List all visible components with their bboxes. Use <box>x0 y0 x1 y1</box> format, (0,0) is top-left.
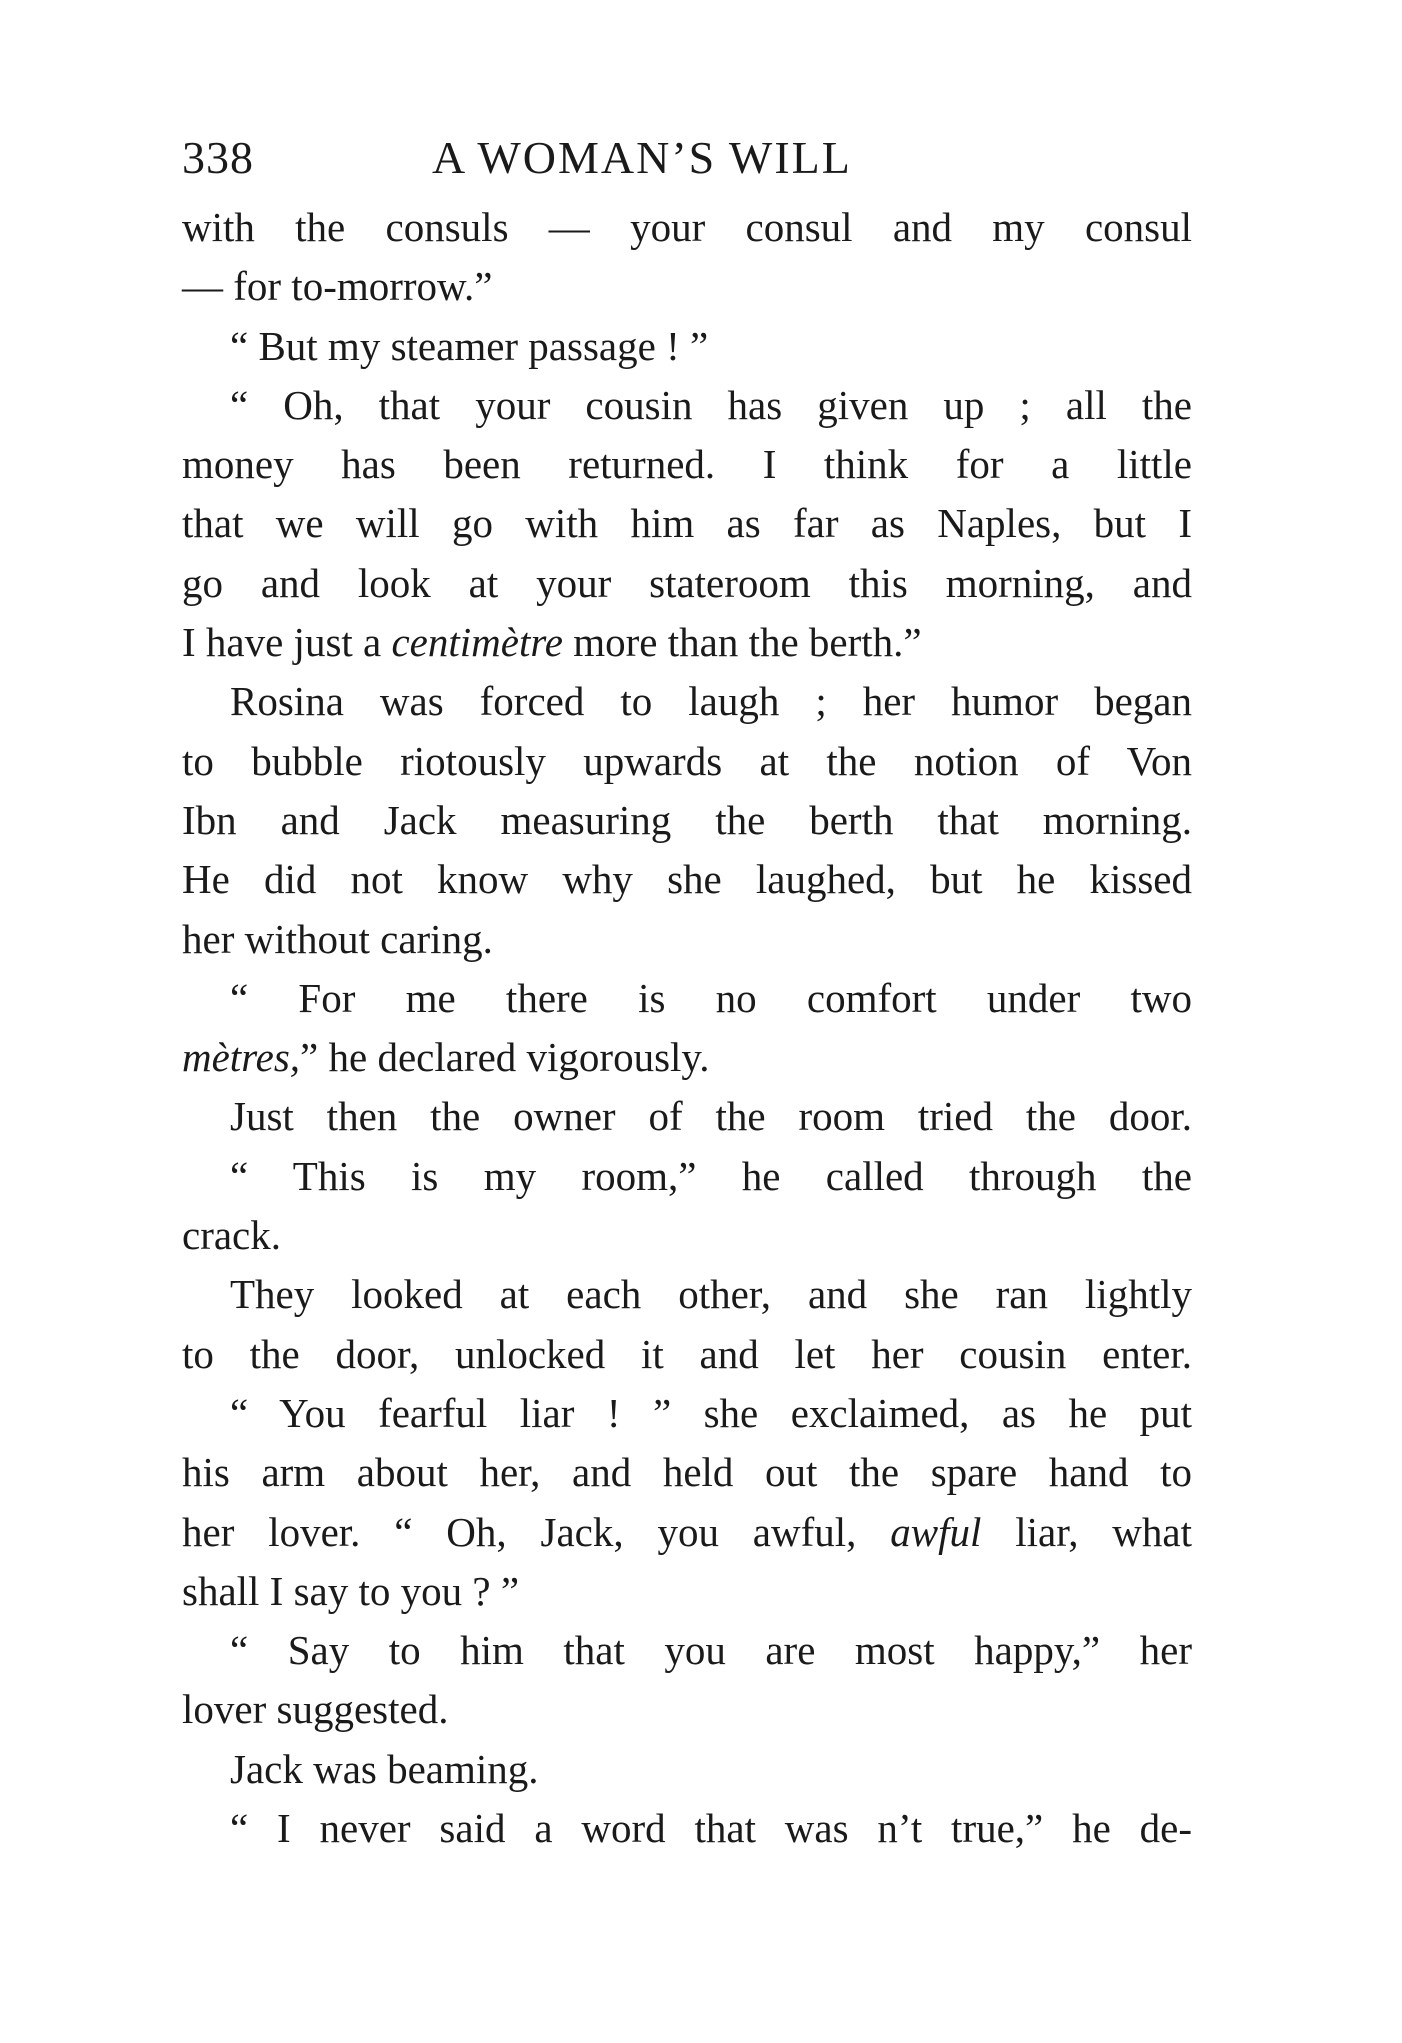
text-segment: liar, what <box>981 1508 1192 1555</box>
text-line: “ For me there is no comfort under two <box>230 974 1192 1021</box>
text-line: crack. <box>182 1212 281 1259</box>
text-line: to bubble riotously upwards at the notion of Von <box>182 737 1192 784</box>
text-line: money has been returned. I think for a little <box>182 441 1192 488</box>
text-line: “ Say to him that you are most happy,” her <box>230 1627 1192 1674</box>
text-line: with the consuls — your consul and my consul <box>182 204 1192 250</box>
text-segment: more than the berth.” <box>563 619 922 666</box>
text-line: “ I never said a word that was n’t true,” he de- <box>230 1805 1192 1852</box>
text-line: “ This is my room,” he called through the <box>230 1152 1192 1199</box>
text-line: to the door, unlocked it and let her cousin enter. <box>182 1330 1192 1377</box>
text-line: They looked at each other, and she ran lightly <box>230 1271 1192 1318</box>
book-page <box>182 120 1192 1858</box>
text-line: his arm about her, and held out the spare hand to <box>182 1449 1192 1496</box>
text-line <box>182 1503 1192 1562</box>
text-line: Jack was beaming. <box>230 1745 539 1792</box>
text-line: Ibn and Jack measuring the berth that morning. <box>182 796 1192 843</box>
text-line: “ You fearful liar ! ” she exclaimed, as he put <box>230 1389 1192 1436</box>
body-text <box>182 198 1192 1858</box>
text-line <box>182 1028 1192 1087</box>
text-line: “ But my steamer passage ! ” <box>230 322 709 369</box>
text-line <box>182 613 1192 672</box>
text-line: He did not know why she laughed, but he kissed <box>182 856 1192 903</box>
text-line: shall I say to you ? ” <box>182 1567 520 1614</box>
text-line: Just then the owner of the room tried the door. <box>230 1093 1192 1140</box>
text-segment: ” he declared vigorously. <box>300 1034 710 1081</box>
text-line: — for to-morrow.” <box>182 263 493 310</box>
text-line: her without caring. <box>182 915 493 962</box>
text-segment: her lover. “ Oh, Jack, you awful, <box>182 1508 891 1555</box>
text-line: go and look at your stateroom this morning, and <box>182 559 1192 606</box>
page-number: 338 <box>182 132 254 183</box>
text-segment: I have just a <box>182 619 392 666</box>
text-line: that we will go with him as far as Naples, but I <box>182 500 1192 547</box>
italic-word: centimètre <box>391 619 563 666</box>
running-head <box>182 120 1192 198</box>
text-line: Rosina was forced to laugh ; her humor began <box>230 678 1192 725</box>
running-title: A WOMAN’S WILL <box>432 132 852 183</box>
text-line: lover suggested. <box>182 1686 449 1733</box>
italic-word: mètres, <box>182 1034 301 1081</box>
text-line: “ Oh, that your cousin has given up ; all the <box>230 381 1192 428</box>
italic-word: awful <box>890 1508 982 1555</box>
